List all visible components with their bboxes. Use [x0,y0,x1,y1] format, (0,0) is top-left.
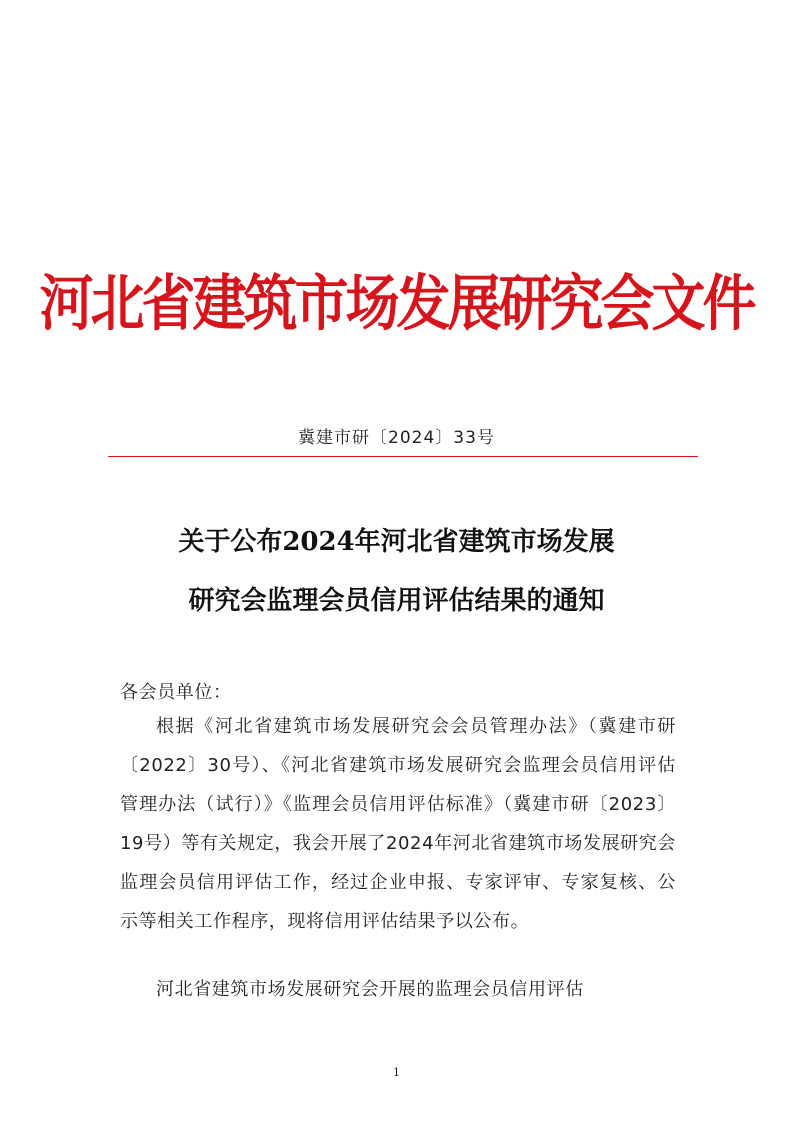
body-paragraph-1: 根据《河北省建筑市场发展研究会会员管理办法》（冀建市研〔2022〕30号）、《河北省建筑市场发展研究会监理会员信用评估管理办法（试行）》《监理会员信用评估标准》（冀建市研〔2023〕19号）等有关规定，我会开展了2024年河北省建筑市场发展研究会监理会员信用评估工作，经过企业申报、专家评审、专家复核、公示等相关工作程序，现将信用评估结果予以公布。 [120,716,676,932]
body-paragraph-2: 河北省建筑市场发展研究会开展的监理会员信用评估 [156,979,584,1000]
masthead-title: 河北省建筑市场发展研究会文件 [39,268,754,339]
salutation: 各会员单位： [120,682,232,703]
red-divider-line [108,456,698,457]
page-number: 1 [393,1066,400,1079]
notice-title-line-2: 研究会监理会员信用评估结果的通知 [188,586,605,616]
document-number: 冀建市研〔2024〕33号 [298,428,495,448]
notice-title-line-1: 关于公布2024年河北省建筑市场发展 [178,527,615,557]
